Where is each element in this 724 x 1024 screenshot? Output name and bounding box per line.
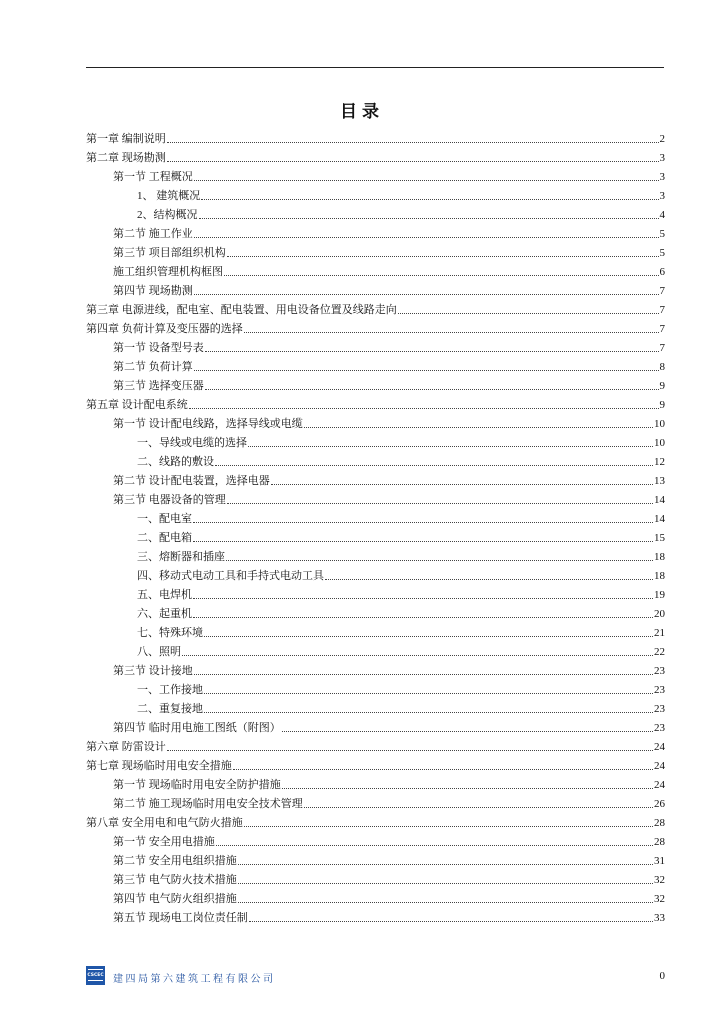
toc-entry[interactable] [86, 146, 665, 165]
toc-entry-label: 第一章 编制说明 [86, 133, 166, 145]
toc-entry[interactable] [86, 564, 665, 583]
toc-entry[interactable] [86, 792, 665, 811]
toc-entry-label: 第二章 现场勘测 [86, 152, 166, 164]
toc-entry-page: 3 [659, 171, 665, 183]
toc-dot-leader [244, 826, 653, 827]
toc-entry-page: 5 [659, 228, 665, 240]
toc-entry-label: 第三节 选择变压器 [113, 380, 204, 392]
toc-entry-page: 24 [654, 779, 665, 791]
toc-entry-page: 12 [654, 456, 665, 468]
toc-entry[interactable] [86, 526, 665, 545]
toc-entry-page: 7 [659, 342, 665, 354]
toc-entry-page: 28 [654, 836, 665, 848]
toc-entry-label: 第四节 现场勘测 [113, 285, 193, 297]
toc-dot-leader [238, 902, 653, 903]
toc-entry-label: 第五章 设计配电系统 [86, 399, 188, 411]
toc-entry-page: 2 [659, 133, 665, 145]
toc-entry-label: 八、照明 [137, 646, 181, 658]
toc-entry-page: 24 [654, 741, 665, 753]
company-logo-icon [86, 966, 105, 985]
toc-entry-label: 第一节 安全用电措施 [113, 836, 215, 848]
toc-dot-leader [282, 788, 653, 789]
toc-dot-leader [398, 313, 659, 314]
toc-entry-label: 第二节 施工作业 [113, 228, 193, 240]
toc-entry-page: 23 [654, 722, 665, 734]
company-logo-text: CSCEC [87, 973, 104, 978]
toc-entry-page: 22 [654, 646, 665, 658]
toc-entry-label: 六、起重机 [137, 608, 192, 620]
toc-entry[interactable] [86, 887, 665, 906]
toc-entry[interactable] [86, 849, 665, 868]
toc-dot-leader [182, 655, 653, 656]
toc-entry[interactable] [86, 507, 665, 526]
toc-entry-label: 第四节 电气防火组织措施 [113, 893, 237, 905]
toc-dot-leader [205, 389, 659, 390]
toc-entry-page: 19 [654, 589, 665, 601]
toc-entry-label: 第三节 电气防火技术措施 [113, 874, 237, 886]
toc-entry[interactable] [86, 830, 665, 849]
toc-entry-page: 15 [654, 532, 665, 544]
toc-dot-leader [204, 636, 653, 637]
toc-entry-label: 第八章 安全用电和电气防火措施 [86, 817, 243, 829]
toc-dot-leader [233, 769, 653, 770]
toc-dot-leader [248, 446, 653, 447]
toc-entry[interactable] [86, 773, 665, 792]
toc-entry-page: 10 [654, 418, 665, 430]
toc-entry[interactable] [86, 678, 665, 697]
toc-entry[interactable] [86, 374, 665, 393]
toc-entry[interactable] [86, 583, 665, 602]
footer-page-number: 0 [659, 970, 665, 982]
toc-dot-leader [282, 731, 653, 732]
toc-entry-page: 32 [654, 893, 665, 905]
toc-entry-label: 第七章 现场临时用电安全措施 [86, 760, 232, 772]
toc-entry-label: 第一节 现场临时用电安全防护措施 [113, 779, 281, 791]
toc-dot-leader [194, 674, 653, 675]
toc-dot-leader [238, 864, 653, 865]
toc-entry-page: 33 [654, 912, 665, 924]
toc-entry[interactable] [86, 906, 665, 925]
toc-dot-leader [193, 617, 653, 618]
toc-entry[interactable] [86, 355, 665, 374]
toc-entry[interactable] [86, 754, 665, 773]
toc-entry-label: 一、导线或电缆的选择 [137, 437, 247, 449]
toc-entry[interactable] [86, 241, 665, 260]
toc-dot-leader [201, 199, 658, 200]
toc-entry-label: 第二节 安全用电组织措施 [113, 855, 237, 867]
toc-entry-label: 第二节 施工现场临时用电安全技术管理 [113, 798, 303, 810]
toc-entry-page: 31 [654, 855, 665, 867]
toc-entry-label: 第三章 电源进线，配电室、配电装置、用电设备位置及线路走向 [86, 304, 397, 316]
toc-entry-page: 26 [654, 798, 665, 810]
toc-entry-page: 13 [654, 475, 665, 487]
toc-entry-page: 3 [659, 152, 665, 164]
toc-entry-label: 第四章 负荷计算及变压器的选择 [86, 323, 243, 335]
toc-entry-page: 7 [659, 323, 665, 335]
toc-dot-leader [193, 598, 653, 599]
toc-entry[interactable] [86, 811, 665, 830]
toc-dot-leader [194, 180, 659, 181]
toc-entry[interactable] [86, 602, 665, 621]
toc-entry-label: 第六章 防雷设计 [86, 741, 166, 753]
toc-dot-leader [167, 161, 659, 162]
toc-entry-page: 6 [659, 266, 665, 278]
toc-entry-label: 第五节 现场电工岗位责任制 [113, 912, 248, 924]
toc-dot-leader [199, 218, 659, 219]
toc-entry-label: 2、结构概况 [137, 209, 198, 221]
toc-entry-label: 七、特殊环境 [137, 627, 203, 639]
toc-entry-label: 第一节 设计配电线路，选择导线或电缆 [113, 418, 303, 430]
toc-entry-page: 23 [654, 684, 665, 696]
toc-entry-page: 3 [659, 190, 665, 202]
toc-entry-page: 5 [659, 247, 665, 259]
toc-entry-page: 23 [654, 665, 665, 677]
toc-dot-leader [249, 921, 653, 922]
toc-entry[interactable] [86, 412, 665, 431]
toc-dot-leader [167, 750, 653, 751]
toc-entry[interactable] [86, 450, 665, 469]
toc-entry-page: 23 [654, 703, 665, 715]
toc-dot-leader [193, 522, 653, 523]
page-footer [86, 965, 665, 989]
toc-entry-page: 9 [659, 380, 665, 392]
toc-dot-leader [224, 275, 659, 276]
toc-entry[interactable] [86, 640, 665, 659]
toc-dot-leader [189, 408, 659, 409]
toc-entry-page: 7 [659, 285, 665, 297]
toc-dot-leader [304, 807, 653, 808]
toc-entry-page: 7 [659, 304, 665, 316]
toc-entry-label: 三、熔断器和插座 [137, 551, 225, 563]
toc-dot-leader [205, 351, 659, 352]
toc-entry-label: 二、配电箱 [137, 532, 192, 544]
toc-entry[interactable] [86, 203, 665, 222]
table-of-contents [86, 127, 665, 925]
toc-entry[interactable] [86, 393, 665, 412]
toc-entry[interactable] [86, 431, 665, 450]
toc-dot-leader [193, 541, 653, 542]
toc-entry[interactable] [86, 127, 665, 146]
toc-entry[interactable] [86, 488, 665, 507]
toc-entry-label: 第四节 临时用电施工图纸（附图） [113, 722, 281, 734]
toc-entry-label: 第三节 项目部组织机构 [113, 247, 226, 259]
toc-entry-label: 第一节 设备型号表 [113, 342, 204, 354]
toc-dot-leader [194, 370, 659, 371]
toc-entry-label: 二、线路的敷设 [137, 456, 214, 468]
toc-entry[interactable] [86, 868, 665, 887]
header-rule [86, 67, 664, 68]
toc-dot-leader [227, 256, 659, 257]
toc-dot-leader [204, 712, 653, 713]
toc-entry-page: 18 [654, 551, 665, 563]
toc-dot-leader [167, 142, 659, 143]
toc-dot-leader [226, 560, 653, 561]
toc-entry-label: 五、电焊机 [137, 589, 192, 601]
toc-entry[interactable] [86, 697, 665, 716]
toc-entry-page: 21 [654, 627, 665, 639]
toc-entry-label: 二、重复接地 [137, 703, 203, 715]
toc-entry[interactable] [86, 222, 665, 241]
toc-entry-page: 32 [654, 874, 665, 886]
toc-entry-page: 14 [654, 494, 665, 506]
toc-entry-label: 施工组织管理机构框图 [113, 266, 223, 278]
toc-entry[interactable] [86, 165, 665, 184]
toc-entry-page: 18 [654, 570, 665, 582]
toc-dot-leader [244, 332, 659, 333]
toc-entry-page: 8 [659, 361, 665, 373]
toc-entry-label: 第三节 电器设备的管理 [113, 494, 226, 506]
toc-entry-label: 第三节 设计接地 [113, 665, 193, 677]
toc-entry[interactable] [86, 545, 665, 564]
toc-entry[interactable] [86, 336, 665, 355]
toc-dot-leader [216, 845, 653, 846]
toc-entry-label: 1、 建筑概况 [137, 190, 201, 202]
toc-entry-page: 28 [654, 817, 665, 829]
page-title: 目录 [340, 102, 384, 122]
toc-dot-leader [194, 294, 659, 295]
toc-entry[interactable] [86, 298, 665, 317]
toc-entry-page: 10 [654, 437, 665, 449]
toc-entry-label: 一、配电室 [137, 513, 192, 525]
toc-dot-leader [215, 465, 653, 466]
toc-entry-label: 四、移动式电动工具和手持式电动工具 [137, 570, 324, 582]
toc-dot-leader [271, 484, 653, 485]
toc-dot-leader [227, 503, 653, 504]
toc-entry[interactable] [86, 621, 665, 640]
toc-entry[interactable] [86, 317, 665, 336]
toc-entry-page: 24 [654, 760, 665, 772]
toc-entry[interactable] [86, 469, 665, 488]
toc-entry[interactable] [86, 659, 665, 678]
toc-entry[interactable] [86, 279, 665, 298]
toc-entry-page: 4 [659, 209, 665, 221]
toc-entry[interactable] [86, 716, 665, 735]
toc-entry-label: 第一节 工程概况 [113, 171, 193, 183]
toc-entry-label: 第二节 设计配电装置，选择电器 [113, 475, 270, 487]
footer-company-name: 建四局第六建筑工程有限公司 [113, 974, 276, 985]
toc-entry-label: 一、工作接地 [137, 684, 203, 696]
toc-entry-page: 20 [654, 608, 665, 620]
toc-entry[interactable] [86, 260, 665, 279]
toc-dot-leader [238, 883, 653, 884]
toc-dot-leader [204, 693, 653, 694]
toc-entry[interactable] [86, 735, 665, 754]
toc-entry[interactable] [86, 184, 665, 203]
toc-entry-page: 14 [654, 513, 665, 525]
toc-dot-leader [194, 237, 659, 238]
toc-dot-leader [304, 427, 653, 428]
toc-entry-label: 第二节 负荷计算 [113, 361, 193, 373]
toc-entry-page: 9 [659, 399, 665, 411]
toc-dot-leader [325, 579, 653, 580]
